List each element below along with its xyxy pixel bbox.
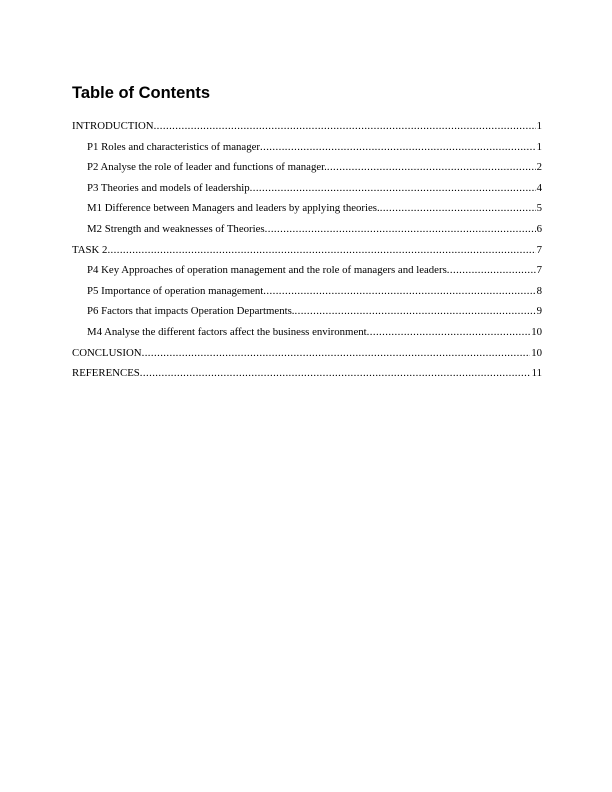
toc-dot-leader bbox=[447, 260, 536, 281]
toc-page-number: 5 bbox=[536, 202, 542, 215]
toc-page-number: 7 bbox=[536, 264, 542, 277]
toc-dot-leader bbox=[263, 281, 535, 302]
toc-dot-leader bbox=[327, 157, 536, 178]
toc-entry-m4[interactable] bbox=[72, 322, 542, 343]
toc-entry-text: P4 Key Approaches of operation management and the role of managers and leaders bbox=[87, 264, 447, 277]
toc-page-number: 10 bbox=[531, 325, 542, 338]
toc-entry-introduction[interactable] bbox=[72, 116, 542, 137]
toc-page-number: 8 bbox=[536, 284, 542, 297]
toc-entry-text: TASK 2 bbox=[72, 243, 108, 256]
toc-entry-m2[interactable] bbox=[72, 219, 542, 240]
toc-dot-leader bbox=[380, 198, 536, 219]
toc-page-number: 9 bbox=[536, 305, 542, 318]
toc-entry-text: P2 Analyse the role of leader and functions of manager. bbox=[87, 161, 327, 174]
toc-page-number: 1 bbox=[536, 120, 542, 132]
toc-dot-leader bbox=[367, 322, 531, 343]
toc-page-number: 7 bbox=[536, 243, 542, 256]
toc-dot-leader bbox=[295, 301, 536, 322]
toc-dot-leader bbox=[142, 343, 531, 364]
toc-entry-text: M4 Analyse the different factors affect the business environment bbox=[87, 325, 367, 338]
toc-dot-leader bbox=[107, 240, 535, 261]
toc-entry-text: REFERENCES bbox=[72, 367, 140, 380]
toc-list bbox=[72, 116, 542, 384]
toc-entry-text: INTRODUCTION bbox=[72, 120, 154, 132]
toc-entry-references[interactable] bbox=[72, 363, 542, 384]
toc-dot-leader bbox=[265, 219, 536, 240]
toc-entry-text: P1 Roles and characteristics of manager bbox=[87, 140, 260, 153]
toc-entry-conclusion[interactable] bbox=[72, 343, 542, 364]
toc-dot-leader bbox=[260, 137, 536, 158]
toc-page-number: 11 bbox=[531, 367, 542, 380]
toc-entry-p2[interactable] bbox=[72, 157, 542, 178]
toc-page-number: 6 bbox=[536, 222, 542, 235]
toc-dot-leader bbox=[140, 363, 531, 384]
toc-dot-leader bbox=[154, 116, 536, 137]
toc-entry-text: P6 Factors that impacts Operation Departments. bbox=[87, 305, 295, 318]
toc-entry-p6[interactable] bbox=[72, 301, 542, 322]
toc-entry-text: M2 Strength and weaknesses of Theories bbox=[87, 222, 265, 235]
toc-page-number: 1 bbox=[536, 140, 542, 153]
toc-page-number: 10 bbox=[531, 346, 542, 359]
toc-page-number: 2 bbox=[536, 161, 542, 174]
toc-entry-p5[interactable] bbox=[72, 281, 542, 302]
toc-entry-text: P5 Importance of operation management bbox=[87, 284, 264, 297]
toc-entry-text: P3 Theories and models of leadership bbox=[87, 181, 250, 194]
toc-entry-p4[interactable] bbox=[72, 260, 542, 281]
toc-entry-m1[interactable] bbox=[72, 198, 542, 219]
toc-dot-leader bbox=[250, 178, 536, 199]
toc-entry-text: CONCLUSION bbox=[72, 346, 142, 359]
toc-title: Table of Contents bbox=[72, 84, 211, 102]
toc-entry-p1[interactable] bbox=[72, 137, 542, 158]
toc-entry-text: M1 Difference between Managers and leaders by applying theories. bbox=[87, 202, 380, 215]
toc-entry-task-2[interactable] bbox=[72, 240, 542, 261]
toc-page-number: 4 bbox=[536, 181, 542, 194]
toc-entry-p3[interactable] bbox=[72, 178, 542, 199]
